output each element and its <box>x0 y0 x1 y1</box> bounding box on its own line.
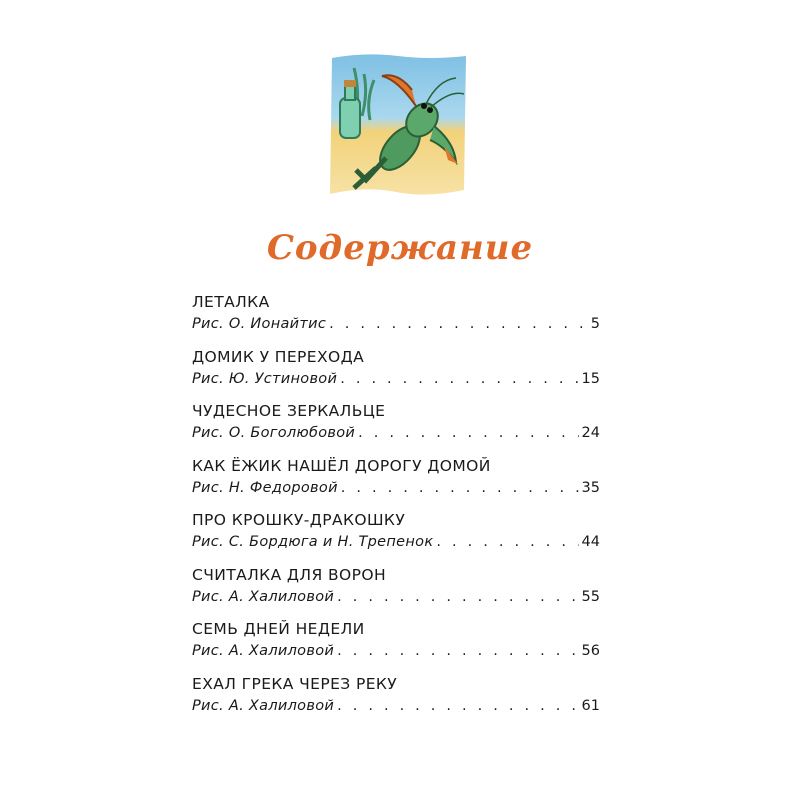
toc-entry-credit: Рис. А. Халиловой <box>192 697 335 714</box>
toc-entry-title: СЧИТАЛКА ДЛЯ ВОРОН <box>192 565 387 584</box>
dot-leader <box>337 696 578 716</box>
toc-entry-credit: Рис. А. Халиловой <box>192 588 335 605</box>
dot-leader <box>358 423 578 443</box>
toc-entry[interactable] <box>192 401 600 456</box>
toc-entry-page: 35 <box>581 479 600 496</box>
dot-leader <box>329 314 588 334</box>
crayfish-icon <box>326 50 470 200</box>
toc-entry[interactable] <box>192 292 600 347</box>
toc-entry[interactable] <box>192 619 600 674</box>
toc-entry-page: 44 <box>581 534 600 550</box>
dot-leader <box>341 478 579 498</box>
toc-entry-title: ЛЕТАЛКА <box>192 293 270 311</box>
dot-leader <box>337 641 578 661</box>
crayfish-illustration <box>326 50 470 200</box>
toc-entry-title: ЕХАЛ ГРЕКА ЧЕРЕЗ РЕКУ <box>192 674 398 693</box>
toc-entry-page: 5 <box>590 316 600 332</box>
toc-entry-page: 61 <box>581 697 600 714</box>
toc-entry-page: 55 <box>581 588 600 605</box>
toc-entry-credit: Рис. О. Ионайтис <box>192 316 327 332</box>
dot-leader <box>436 532 578 552</box>
toc-entry-page: 15 <box>581 370 600 387</box>
dot-leader <box>337 587 578 607</box>
toc-entry-credit: Рис. Ю. Устиновой <box>192 370 338 387</box>
toc-entry-title: ПРО КРОШКУ-ДРАКОШКУ <box>192 511 406 529</box>
toc-entry-page: 24 <box>581 425 600 441</box>
page-title: Содержание <box>266 228 534 268</box>
toc-entry-title: ДОМИК У ПЕРЕХОДА <box>192 347 365 366</box>
toc-entry[interactable] <box>192 674 600 729</box>
toc-entry-title: КАК ЁЖИК НАШЁЛ ДОРОГУ ДОМОЙ <box>192 456 491 475</box>
toc-entry-title: СЕМЬ ДНЕЙ НЕДЕЛИ <box>192 620 365 638</box>
toc-entry[interactable] <box>192 456 600 511</box>
toc-entry[interactable] <box>192 565 600 620</box>
table-of-contents <box>192 292 600 728</box>
toc-entry-credit: Рис. О. Боголюбовой <box>192 425 356 441</box>
toc-entry[interactable] <box>192 347 600 402</box>
toc-entry-credit: Рис. С. Бордюга и Н. Трепенок <box>192 534 434 550</box>
toc-entry-credit: Рис. Н. Федоровой <box>192 479 338 496</box>
toc-entry[interactable] <box>192 510 600 565</box>
toc-entry-title: ЧУДЕСНОЕ ЗЕРКАЛЬЦЕ <box>192 402 386 420</box>
toc-entry-credit: Рис. А. Халиловой <box>192 643 335 659</box>
dot-leader <box>340 369 578 389</box>
toc-entry-page: 56 <box>581 643 600 659</box>
